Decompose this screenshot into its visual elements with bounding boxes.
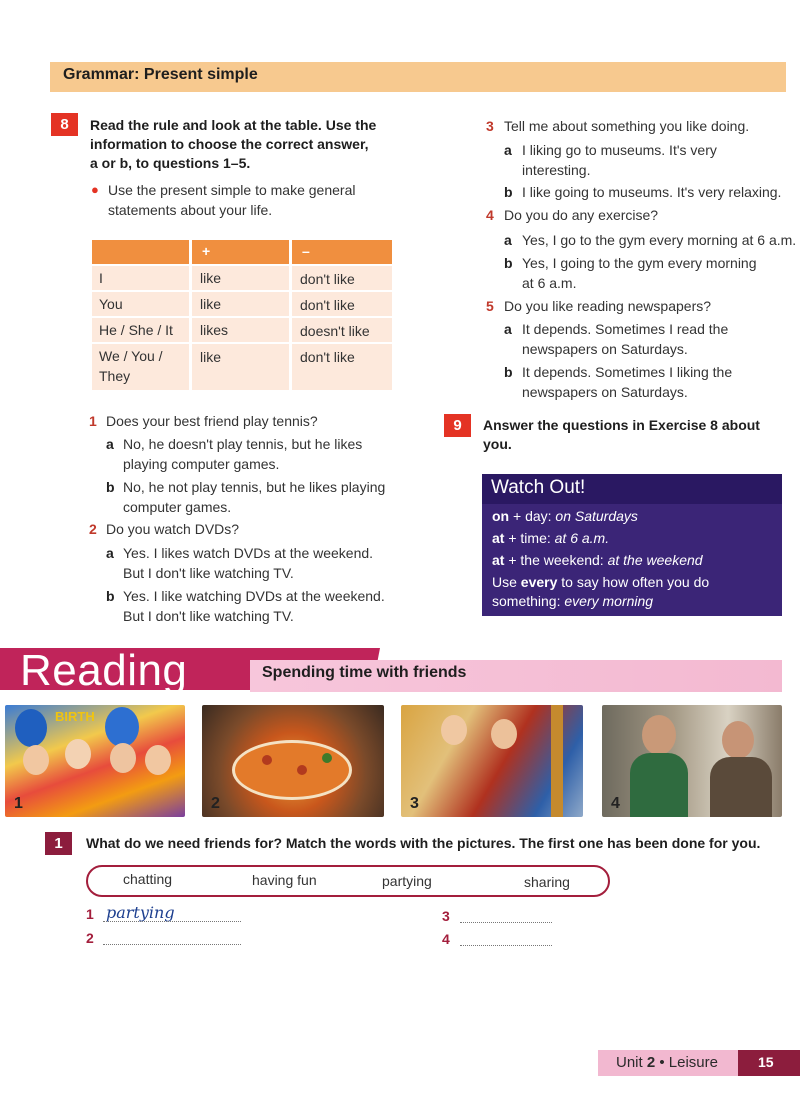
instruction-line: a or b, to questions 1–5. [90, 155, 251, 171]
option-letter: a [106, 545, 114, 561]
answer-line[interactable] [103, 921, 241, 922]
birthday-party-photo: BIRTH [5, 705, 185, 817]
exercise-8-instruction [90, 116, 376, 173]
table-cell: They [99, 368, 131, 384]
word-option[interactable]: partying [382, 873, 432, 889]
watch-out-line: on + day: on Saturdays [492, 508, 638, 524]
table-header-plus: + [202, 243, 211, 259]
answer-number: 3 [442, 908, 450, 924]
watch-out-title: Watch Out! [482, 474, 782, 504]
question-number: 5 [486, 298, 494, 314]
option-b-text[interactable]: No, he not play tennis, but he likes playing computer games. [123, 479, 386, 515]
photo-number: 1 [14, 795, 23, 812]
table-cell: like [200, 349, 222, 365]
table-cell: don't like [300, 271, 355, 287]
table-cell: like [200, 270, 222, 286]
question-number: 2 [89, 521, 97, 537]
grammar-table [92, 240, 392, 390]
option-b-text[interactable]: I like going to museums. It's very relaxing. [522, 184, 782, 200]
exercise-8-number: 8 [51, 113, 78, 136]
option-b-text[interactable]: It depends. Sometimes I liking the newspapers on Saturdays. [522, 364, 733, 400]
table-cell: don't like [300, 349, 355, 365]
exercise-9-instruction: Answer the questions in Exercise 8 about you. [483, 417, 760, 452]
photo-number: 3 [410, 795, 419, 812]
option-letter: a [504, 142, 512, 158]
rule-line: statements about your life. [108, 202, 273, 218]
watch-out-line: Use every to say how often you do [492, 574, 710, 590]
answer-line[interactable] [460, 922, 552, 923]
reading-title: Reading [20, 646, 188, 695]
table-cell: I [99, 270, 103, 286]
table-cell: likes [200, 322, 229, 338]
question-number: 4 [486, 207, 494, 223]
option-a-text[interactable]: Yes, I go to the gym every morning at 6 a.m. [522, 232, 797, 248]
table-cell: don't like [300, 297, 355, 313]
answer-handwritten: partying [106, 903, 175, 922]
answer-number: 1 [86, 906, 94, 922]
instruction-line: information to choose the correct answer, [90, 136, 369, 152]
option-letter: b [106, 588, 115, 604]
option-letter: b [106, 479, 115, 495]
answer-line[interactable] [103, 944, 241, 945]
reading-subtitle: Spending time with friends [262, 664, 467, 681]
question-text: Does your best friend play tennis? [106, 413, 318, 429]
table-cell: You [99, 296, 123, 312]
word-option[interactable]: chatting [123, 871, 173, 887]
question-text: Do you like reading newspapers? [504, 298, 712, 314]
exercise-1-instruction: What do we need friends for? Match the words with the pictures. The first one has been done for you. [86, 835, 761, 851]
rule-text [108, 180, 355, 220]
footer-unit-label: Unit 2 • Leisure [616, 1054, 718, 1071]
rule-bullet-icon: ● [91, 182, 99, 197]
watch-out-line: at + the weekend: at the weekend [492, 552, 703, 568]
word-option[interactable]: having fun [252, 872, 317, 888]
answer-number: 4 [442, 931, 450, 947]
question-number: 1 [89, 413, 97, 429]
instruction-line: Read the rule and look at the table. Use the [90, 117, 377, 133]
exercise-9-number: 9 [444, 414, 471, 437]
question-text: Do you do any exercise? [504, 207, 659, 223]
friends-chatting-photo [602, 705, 782, 817]
option-a-text[interactable]: Yes. I likes watch DVDs at the weekend. But I don't like watching TV. [123, 545, 374, 581]
rule-line: Use the present simple to make general [108, 182, 356, 198]
page-number: 15 [758, 1054, 774, 1070]
photo-number: 2 [211, 795, 220, 812]
pizza-sharing-photo [202, 705, 384, 817]
word-option[interactable]: sharing [524, 874, 570, 890]
question-text: Tell me about something you like doing. [504, 118, 750, 134]
table-cell: We / You / [99, 348, 163, 364]
grammar-title: Grammar: Present simple [63, 66, 258, 83]
photo-number: 4 [611, 795, 620, 812]
question-number: 3 [486, 118, 494, 134]
option-b-text[interactable]: Yes. I like watching DVDs at the weekend. But I don't like watching TV. [123, 588, 385, 624]
option-a-text[interactable]: It depends. Sometimes I read the newspapers on Saturdays. [522, 321, 729, 357]
question-text: Do you watch DVDs? [106, 521, 240, 537]
option-b-text[interactable]: Yes, I going to the gym every morning at 6 a.m. [522, 255, 757, 291]
table-cell: like [200, 296, 222, 312]
table-cell: doesn't like [300, 323, 370, 339]
table-header-minus: – [302, 243, 310, 259]
watch-out-line: at + time: at 6 a.m. [492, 530, 610, 546]
option-letter: b [504, 364, 513, 380]
answer-line[interactable] [460, 945, 552, 946]
option-letter: a [106, 436, 114, 452]
playground-fun-photo [401, 705, 583, 817]
option-a-text[interactable]: I liking go to museums. It's very interesting. [522, 142, 717, 178]
option-a-text[interactable]: No, he doesn't play tennis, but he likes playing computer games. [123, 436, 363, 472]
option-letter: b [504, 255, 513, 271]
table-cell: He / She / It [99, 322, 173, 338]
option-letter: b [504, 184, 513, 200]
option-letter: a [504, 321, 512, 337]
exercise-1-number: 1 [45, 832, 72, 855]
option-letter: a [504, 232, 512, 248]
answer-number: 2 [86, 930, 94, 946]
watch-out-line: something: every morning [492, 593, 654, 609]
